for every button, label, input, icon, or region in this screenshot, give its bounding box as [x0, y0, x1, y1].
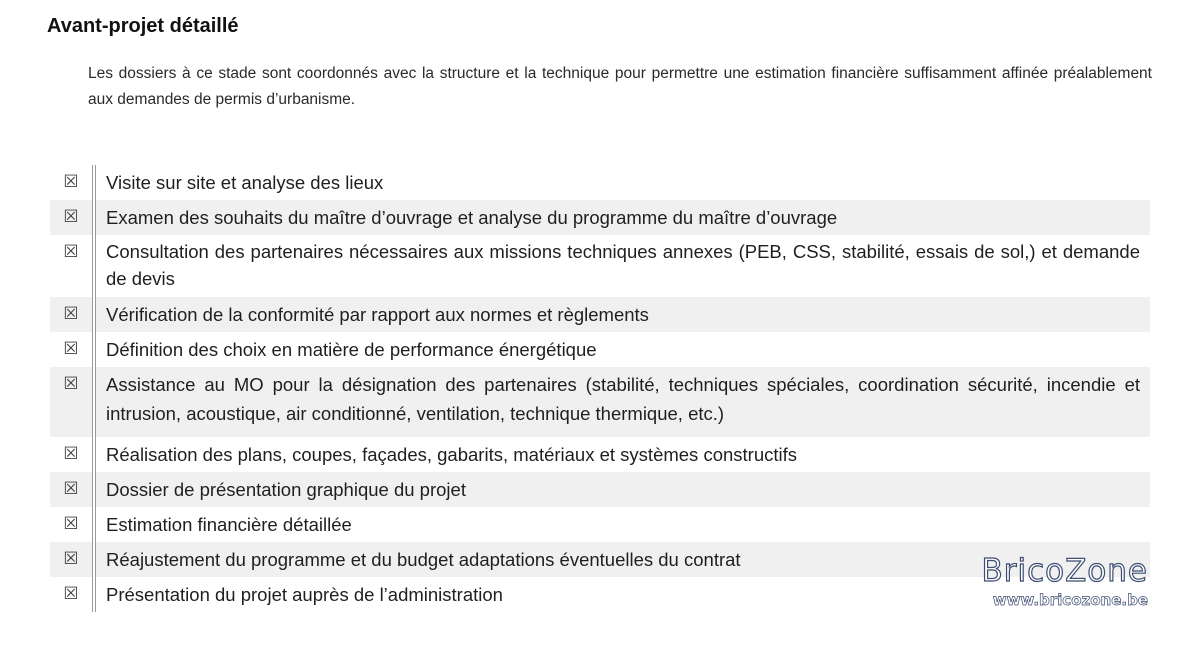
checked-box-icon[interactable]: ☒: [63, 374, 79, 394]
divider: [92, 297, 96, 332]
list-item-label: Définition des choix en matière de performance énergétique: [106, 339, 597, 360]
divider: [92, 235, 96, 297]
list-item-label: Assistance au MO pour la désignation des partenaires (stabilité, techniques spéciales, coordination sécurité, incendie et intrusion, acoustique, air conditionné, ventilation, technique thermique, etc.): [106, 374, 1140, 424]
checked-box-icon[interactable]: ☒: [63, 549, 79, 569]
list-item: [50, 235, 1150, 297]
list-item: [50, 507, 1150, 542]
list-item-label: Examen des souhaits du maître d’ouvrage et analyse du programme du maître d’ouvrage: [106, 207, 838, 228]
watermark-brand: BricoZone: [981, 553, 1148, 589]
page-title: Avant-projet détaillé: [47, 15, 239, 37]
list-item: [50, 367, 1150, 437]
checked-box-icon[interactable]: ☒: [63, 584, 79, 604]
checked-box-icon[interactable]: ☒: [63, 304, 79, 324]
divider: [92, 437, 96, 472]
intro-paragraph: Les dossiers à ce stade sont coordonnés avec la structure et la technique pour permettre une estimation financière suffisamment affinée préalablement aux demandes de permis d’urbanisme.: [88, 65, 1152, 108]
checked-box-icon[interactable]: ☒: [63, 207, 79, 227]
divider: [92, 542, 96, 577]
list-item: [50, 200, 1150, 235]
list-item: [50, 165, 1150, 200]
divider: [92, 332, 96, 367]
checked-box-icon[interactable]: ☒: [63, 514, 79, 534]
divider: [92, 165, 96, 200]
list-item-label: Dossier de présentation graphique du projet: [106, 479, 466, 500]
list-item-label: Réajustement du programme et du budget adaptations éventuelles du contrat: [106, 549, 741, 570]
list-item: [50, 332, 1150, 367]
divider: [92, 577, 96, 612]
checklist: [50, 165, 1150, 612]
divider: [92, 472, 96, 507]
divider: [92, 367, 96, 437]
list-item-label: Visite sur site et analyse des lieux: [106, 172, 384, 193]
checked-box-icon[interactable]: ☒: [63, 479, 79, 499]
checked-box-icon[interactable]: ☒: [63, 444, 79, 464]
watermark-url: www.bricozone.be: [992, 591, 1148, 609]
list-item-label: Présentation du projet auprès de l’administration: [106, 584, 503, 605]
divider: [92, 200, 96, 235]
checked-box-icon[interactable]: ☒: [63, 339, 79, 359]
list-item-label: Réalisation des plans, coupes, façades, gabarits, matériaux et systèmes constructifs: [106, 444, 798, 465]
list-item: [50, 437, 1150, 472]
list-item: [50, 297, 1150, 332]
checked-box-icon[interactable]: ☒: [63, 172, 79, 192]
list-item: [50, 472, 1150, 507]
list-item-label: Vérification de la conformité par rapport aux normes et règlements: [106, 304, 649, 325]
watermark: [981, 553, 1148, 611]
list-item-label: Consultation des partenaires nécessaires aux missions techniques annexes (PEB, CSS, stabilité, essais de sol,) et demande de devis: [106, 241, 1140, 289]
checked-box-icon[interactable]: ☒: [63, 242, 79, 262]
list-item-label: Estimation financière détaillée: [106, 514, 352, 535]
divider: [92, 507, 96, 542]
